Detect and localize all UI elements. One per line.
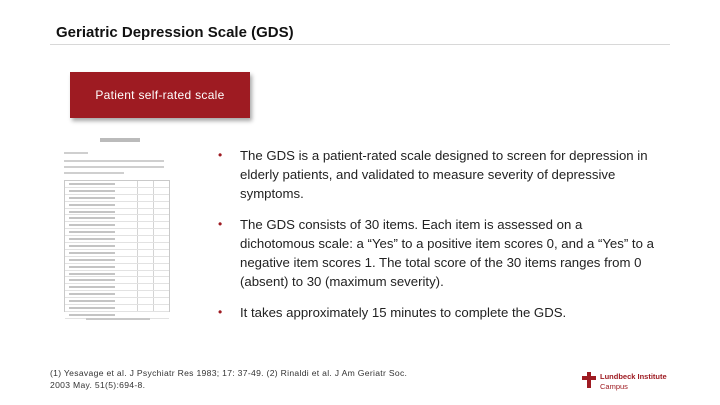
form-row — [65, 181, 169, 188]
bullet-text: The GDS is a patient-rated scale designed to screen for depression in elderly patients, and validated to measure severity of depressive symptoms. — [240, 148, 648, 201]
form-row — [65, 188, 169, 195]
slide-title: Geriatric Depression Scale (GDS) — [56, 24, 294, 41]
logo-subtitle: Campus — [600, 382, 628, 391]
form-row — [65, 264, 169, 271]
bullet-marker: • — [218, 217, 223, 231]
form-row — [65, 236, 169, 243]
reference-footnote: (1) Yesavage et al. J Psychiatr Res 1983; 17: 37-49. (2) Rinaldi et al. J Am Geriatr Soc. 2003 May. 51(5):694-8. — [50, 368, 408, 390]
title-divider — [50, 44, 670, 45]
form-heading-line — [100, 138, 140, 142]
form-row — [65, 215, 169, 222]
form-row — [65, 284, 169, 291]
form-row — [65, 250, 169, 257]
bullet-item — [218, 215, 658, 291]
form-row — [65, 277, 169, 284]
form-footer-line — [86, 318, 150, 320]
form-text-line — [64, 152, 88, 154]
form-text-line — [64, 160, 164, 162]
form-row — [65, 298, 169, 305]
form-row — [65, 243, 169, 250]
form-text-line — [64, 166, 164, 168]
form-row — [65, 195, 169, 202]
bullet-marker: • — [218, 305, 223, 319]
bullet-list — [218, 146, 658, 334]
bullet-text: The GDS consists of 30 items. Each item is assessed on a dichotomous scale: a “Yes” to a positive item scores 0, and a “Yes” to a negative item scores 1. The total score of the 30 items ranges from 0 (absent) to 30 (maximum severity). — [240, 217, 654, 289]
form-row — [65, 222, 169, 229]
form-row — [65, 305, 169, 312]
form-items-table — [64, 180, 170, 312]
lundbeck-logo — [582, 370, 672, 392]
form-row — [65, 202, 169, 209]
logo-name: Lundbeck Institute — [600, 372, 667, 381]
form-row — [65, 209, 169, 216]
form-row — [65, 229, 169, 236]
gds-form-thumbnail — [56, 132, 176, 330]
scale-type-banner: Patient self-rated scale — [70, 72, 250, 118]
bullet-marker: • — [218, 148, 223, 162]
bullet-text: It takes approximately 15 minutes to complete the GDS. — [240, 305, 567, 320]
form-text-line — [64, 172, 124, 174]
form-row — [65, 257, 169, 264]
bullet-item — [218, 303, 658, 322]
logo-mark-icon — [582, 372, 596, 388]
form-row — [65, 271, 169, 278]
form-row — [65, 291, 169, 298]
bullet-item — [218, 146, 658, 203]
